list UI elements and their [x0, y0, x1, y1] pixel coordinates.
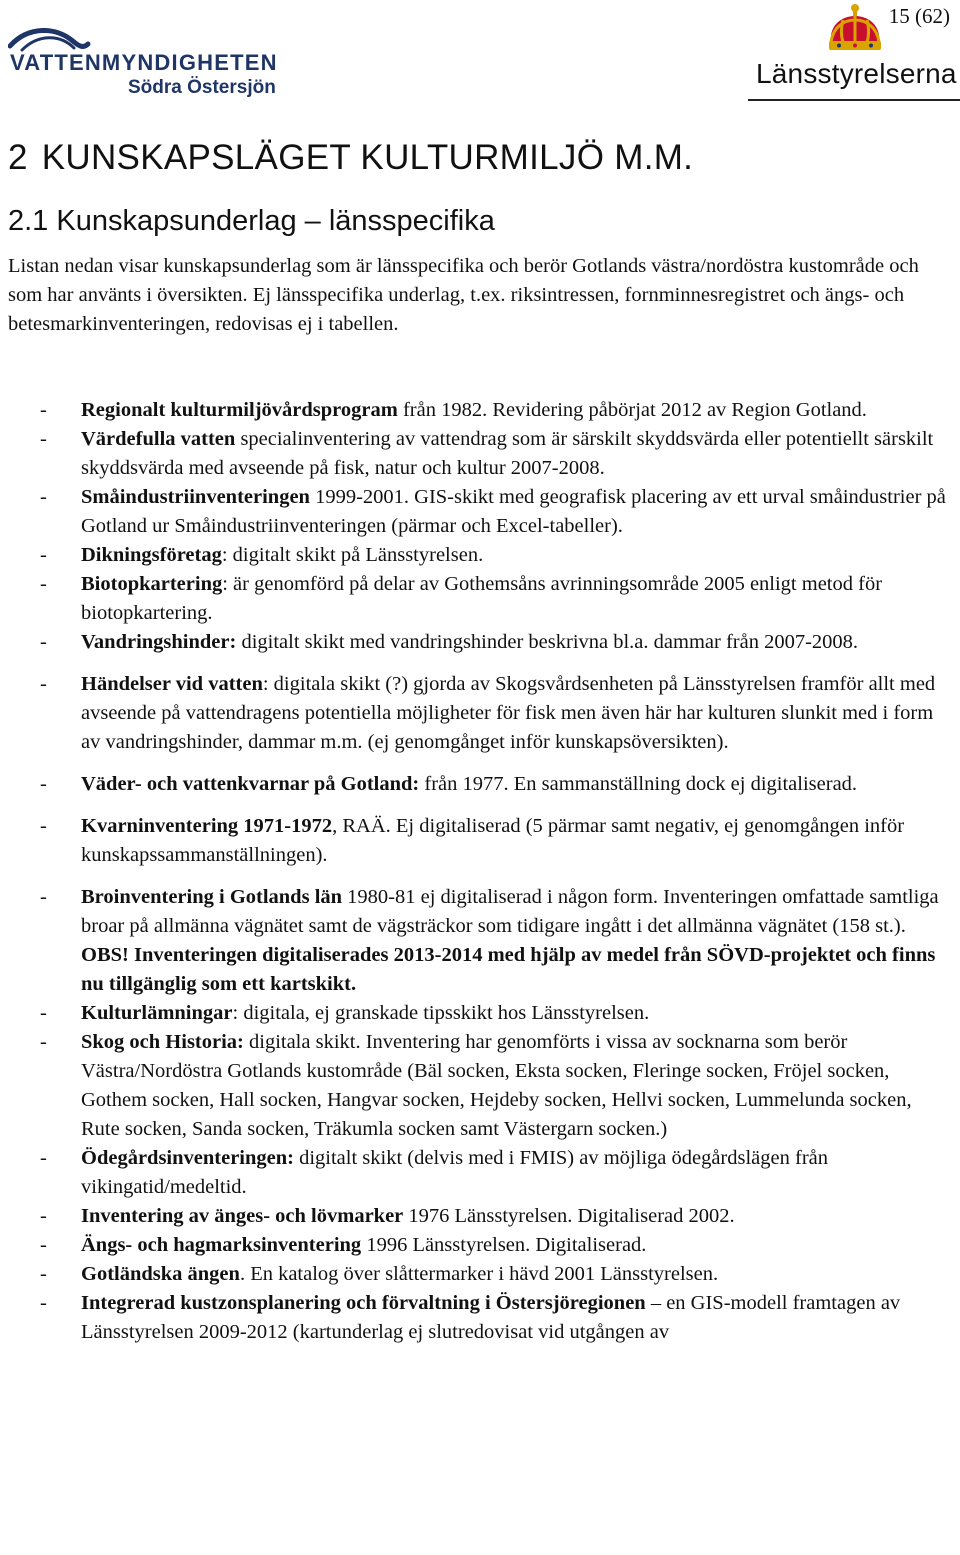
- dash-bullet: -: [40, 428, 47, 450]
- item-text: : digitalt skikt på Länsstyrelsen.: [221, 544, 484, 566]
- item-text: 1999-2001. GIS-skikt med geografisk placering av ett urval småindustrier på Gotland ur Småindustriinventeringen (pärmar och Excel-tabeller).: [81, 486, 946, 537]
- list-item: [0, 628, 960, 657]
- item-text: : är genomförd på delar av Gothemsåns avrinningsområde 2005 enligt metod för biotopkartering.: [81, 573, 883, 624]
- list-item: [0, 812, 960, 870]
- logo-text-vattenmyndigheten: VATTENMYNDIGHETEN: [10, 50, 278, 75]
- list-item: [0, 1289, 960, 1347]
- heading-1: [8, 138, 693, 178]
- item-title: Ödegårdsinventeringen:: [81, 1147, 294, 1169]
- item-text: 1980-81 ej digitaliserad i någon form. Inventeringen omfattade samtliga broar på allmänna vägnätet samt de vägsträckor som tidigare ingått i det allmänna vägnätet (158 st.).: [81, 886, 939, 937]
- list-item: [0, 1202, 960, 1231]
- dash-bullet: -: [40, 1292, 47, 1314]
- item-text: 1976 Länsstyrelsen. Digitaliserad 2002.: [403, 1205, 735, 1227]
- dash-bullet: -: [40, 1205, 47, 1227]
- list-item: [0, 999, 960, 1028]
- item-title: Värdefulla vatten: [81, 428, 236, 450]
- item-text: digitala skikt. Inventering har genomförts i vissa av socknarna som berör Västra/Nordöstra Gotlands kustområde (Bäl socken, Eksta socken, Fleringe socken, Fröjel socken, Gothem socken, Hall socken, Hangvar socken, Hejdeby socken, Hellvi socken, Lummelunda socken, Rute socken, Sanda socken, Träkumla socken samt Västergarn socken.): [81, 1031, 912, 1140]
- list-item: [0, 1231, 960, 1260]
- heading-1-number: 2: [8, 138, 28, 177]
- item-title: Gotländska ängen: [81, 1263, 240, 1285]
- item-title: Skog och Historia:: [81, 1031, 244, 1053]
- dash-bullet: -: [40, 573, 47, 595]
- list-item: [0, 1260, 960, 1289]
- list-item: [0, 770, 960, 799]
- item-title: Ängs- och hagmarksinventering: [81, 1234, 362, 1256]
- item-note: OBS! Inventeringen digitaliserades 2013-2014 med hjälp av medel från SÖVD-projektet och finns nu tillgänglig som ett kartskikt.: [81, 944, 936, 995]
- vattenmyndigheten-logo: [8, 20, 293, 100]
- list-item: [0, 570, 960, 628]
- list-item: [0, 883, 960, 999]
- item-text: digitalt skikt (delvis med i FMIS) av möjliga ödegårdslägen från vikingatid/medeltid.: [81, 1147, 829, 1198]
- dash-bullet: -: [40, 631, 47, 653]
- dash-bullet: -: [40, 673, 47, 695]
- dash-bullet: -: [40, 1263, 47, 1285]
- item-title: Väder- och vattenkvarnar på Gotland:: [81, 773, 420, 795]
- list-item: [0, 541, 960, 570]
- item-text: 1996 Länsstyrelsen. Digitaliserad.: [361, 1234, 647, 1256]
- item-text: digitalt skikt med vandringshinder beskrivna bl.a. dammar från 2007-2008.: [236, 631, 859, 653]
- header-rule: [748, 99, 960, 101]
- item-text: specialinventering av vattendrag som är särskilt skyddsvärda eller potentiellt särskilt skyddsvärda med avseende på fisk, natur och kultur 2007-2008.: [81, 428, 934, 479]
- item-title: Inventering av änges- och lövmarker: [81, 1205, 404, 1227]
- item-text: – en GIS-modell framtagen av Länsstyrelsen 2009-2012 (kartunderlag ej slutredovisat vid utgången av: [81, 1292, 901, 1343]
- dash-bullet: -: [40, 815, 47, 837]
- heading-2: 2.1 Kunskapsunderlag – länsspecifika: [8, 205, 495, 237]
- item-text: från 1982. Revidering påbörjat 2012 av Region Gotland.: [397, 399, 867, 421]
- item-title: Kulturlämningar: [81, 1002, 233, 1024]
- item-title: Händelser vid vatten: [81, 673, 263, 695]
- list-item: [0, 1028, 960, 1144]
- item-title: Kvarninventering 1971-1972: [81, 815, 333, 837]
- list-item: [0, 483, 960, 541]
- dash-bullet: -: [40, 486, 47, 508]
- item-text: : digitala, ej granskade tipsskikt hos Länsstyrelsen.: [232, 1002, 650, 1024]
- list-item: [0, 396, 960, 425]
- heading-1-title: KUNSKAPSLÄGET KULTURMILJÖ M.M.: [41, 138, 694, 177]
- item-text: : digitala skikt (?) gjorda av Skogsvårdsenheten på Länsstyrelsen framför allt med avseende på vattendragens potentiella möjligheter för fisk men även här har kulturen slunkit med i form av vandringshinder, dammar m.m. (ej genomgånget inför kunskapsöversikten).: [81, 673, 936, 753]
- logo-text-lansstyrelserna: Länsstyrelserna: [756, 58, 957, 89]
- intro-paragraph: Listan nedan visar kunskapsunderlag som är länsspecifika och berör Gotlands västra/nordöstra kustområde och som har använts i översikten. Ej länsspecifika underlag, t.ex. riksintressen, fornminnesregistret och ängs- och betesmarkinventeringen, redovisas ej i tabellen.: [8, 255, 919, 335]
- item-title: Integrerad kustzonsplanering och förvaltning i Östersjöregionen: [81, 1292, 646, 1314]
- dash-bullet: -: [40, 1031, 47, 1053]
- item-text: . En katalog över slåttermarker i hävd 2001 Länsstyrelsen.: [239, 1263, 719, 1285]
- item-title: Småindustriinventeringen: [81, 486, 310, 508]
- list-item: [0, 670, 960, 757]
- item-title: Dikningsföretag: [81, 544, 222, 566]
- item-text: från 1977. En sammanställning dock ej digitaliserad.: [419, 773, 858, 795]
- item-title: Biotopkartering: [81, 573, 223, 595]
- dash-bullet: -: [40, 1002, 47, 1024]
- item-title: Broinventering i Gotlands län: [81, 886, 343, 908]
- list-item: [0, 425, 960, 483]
- item-title: Regionalt kulturmiljövårdsprogram: [81, 399, 398, 421]
- list-item: [0, 1144, 960, 1202]
- dash-bullet: -: [40, 1147, 47, 1169]
- dash-bullet: -: [40, 773, 47, 795]
- logo-text-sodra-ostersjon: Södra Östersjön: [128, 77, 276, 98]
- wave-icon: [8, 20, 298, 54]
- dash-bullet: -: [40, 1234, 47, 1256]
- dash-bullet: -: [40, 544, 47, 566]
- knowledge-base-list: [0, 396, 960, 1347]
- page-number: 15 (62): [888, 4, 950, 28]
- item-text: , RAÄ. Ej digitaliserad (5 pärmar samt negativ, ej genomgången inför kunskapssammanställningen).: [81, 815, 905, 866]
- crown-icon: [823, 2, 887, 54]
- dash-bullet: -: [40, 399, 47, 421]
- item-title: Vandringshinder:: [81, 631, 237, 653]
- dash-bullet: -: [40, 886, 47, 908]
